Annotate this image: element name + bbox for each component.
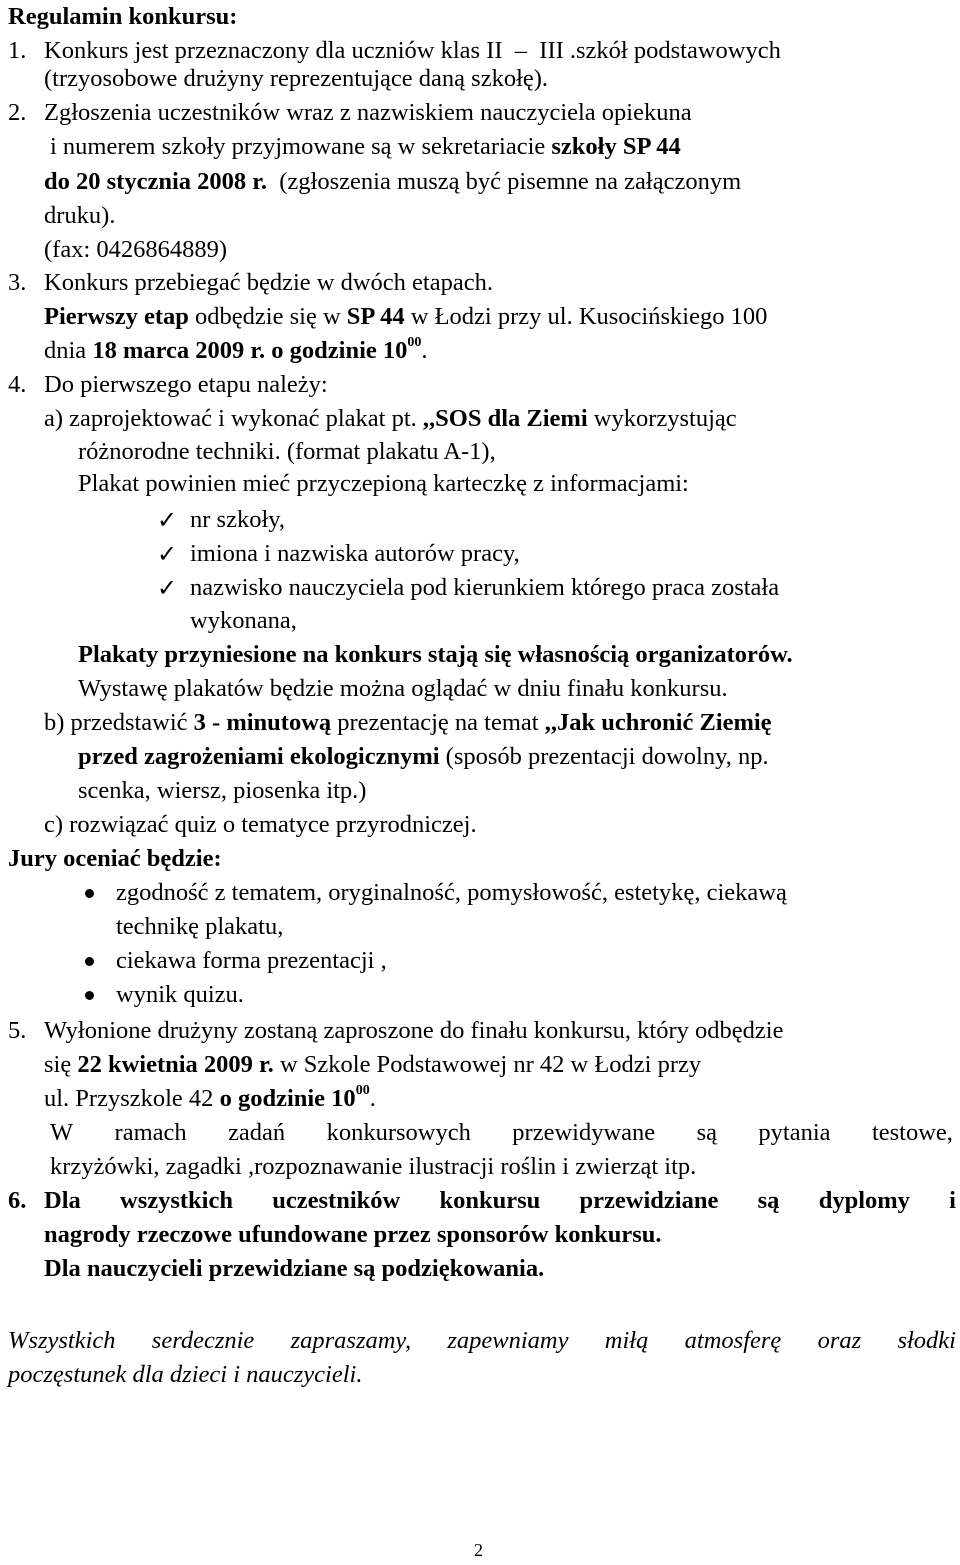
item-4a-exhibition: Wystawę plakatów będzie można oglądać w dniu finału konkursu.	[78, 675, 728, 702]
checkmark-icon: ✓	[157, 506, 178, 534]
item-2-fax: (fax: 0426864889)	[44, 236, 228, 263]
item-5-line-3: ul. Przyszkole 42 o godzinie $10^{00}$.	[44, 1082, 376, 1112]
closing-line-1: Wszystkich serdecznie zapraszamy, zapewniamy miłą atmosferę oraz słodki	[8, 1327, 956, 1354]
item-3-line-3: dnia 18 marca 2009 r. o godzinie $10^{00}$.	[44, 334, 428, 364]
item-3-number: 3.	[8, 269, 27, 296]
item-4b-line-2: przed zagrożeniami ekologicznymi (sposób prezentacji dowolny, np.	[78, 743, 769, 770]
item-4b-line-1: b) przedstawić 3 - minutową prezentację na temat ,,Jak uchronić Ziemię	[44, 709, 772, 736]
item-3-line-2: Pierwszy etap odbędzie się w SP 44 w Łodzi przy ul. Kusocińskiego 100	[44, 303, 768, 330]
item-6-line-2: nagrody rzeczowe ufundowane przez sponsorów konkursu.	[44, 1221, 662, 1248]
item-6-line-1: Dla wszystkich uczestników konkursu przewidziane są dyplomy i	[44, 1187, 956, 1214]
check-item-2: imiona i nazwiska autorów pracy,	[190, 540, 520, 567]
item-4a-line-3: Plakat powinien mieć przyczepioną karteczkę z informacjami:	[78, 470, 689, 497]
item-5-line-4: W ramach zadań konkursowych przewidywane są pytania testowe,	[50, 1119, 953, 1146]
item-2-line-4: druku).	[44, 202, 116, 229]
item-2-line-3: do 20 stycznia 2008 r. (zgłoszenia muszą być pisemne na załączonym	[44, 168, 742, 195]
item-5-line-5: krzyżówki, zagadki ,rozpoznawanie ilustracji roślin i zwierząt itp.	[50, 1153, 697, 1180]
item-1-line-2: (trzyosobowe drużyny reprezentujące daną szkołę).	[44, 65, 549, 92]
jury-item-2: ciekawa forma prezentacji ,	[116, 947, 387, 974]
item-4a-line-2: różnorodne techniki. (format plakatu A-1),	[78, 438, 496, 465]
item-5-line-1: Wyłonione drużyny zostaną zaproszone do finału konkursu, który odbędzie	[44, 1017, 784, 1044]
jury-item-1-cont: technikę plakatu,	[116, 913, 284, 940]
checkmark-icon: ✓	[157, 574, 178, 602]
item-4-number: 4.	[8, 371, 27, 398]
bullet-icon	[85, 991, 94, 1000]
item-5-number: 5.	[8, 1017, 27, 1044]
item-1-line-1: Konkurs jest przeznaczony dla uczniów klas II – III .szkół podstawowych	[44, 37, 781, 64]
closing-line-2: poczęstunek dla dzieci i nauczycieli.	[8, 1361, 363, 1388]
check-item-1: nr szkoły,	[190, 506, 286, 533]
item-2-line-1: Zgłoszenia uczestników wraz z nazwiskiem nauczyciela opiekuna	[44, 99, 692, 126]
jury-heading: Jury oceniać będzie:	[8, 845, 222, 872]
bullet-icon	[85, 889, 94, 898]
item-2-number: 2.	[8, 99, 27, 126]
check-item-3-cont: wykonana,	[190, 607, 297, 634]
page-number: 2	[474, 1540, 483, 1560]
item-4-line-1: Do pierwszego etapu należy:	[44, 371, 328, 398]
item-6-number: 6.	[8, 1187, 27, 1214]
item-4a-line-1: a) zaprojektować i wykonać plakat pt. ,,SOS dla Ziemi wykorzystując	[44, 405, 737, 432]
item-1-number: 1.	[8, 37, 27, 64]
item-3-line-1: Konkurs przebiegać będzie w dwóch etapach.	[44, 269, 493, 296]
page-title: Regulamin konkursu:	[8, 3, 238, 30]
item-4a-bold-note: Plakaty przyniesione na konkurs stają się własnością organizatorów.	[78, 641, 793, 668]
checkmark-icon: ✓	[157, 540, 178, 568]
check-item-3: nazwisko nauczyciela pod kierunkiem którego praca została	[190, 574, 780, 601]
item-6-line-3: Dla nauczycieli przewidziane są podziękowania.	[44, 1255, 545, 1282]
jury-item-1: zgodność z tematem, oryginalność, pomysłowość, estetykę, ciekawą	[116, 879, 787, 906]
item-5-line-2: się 22 kwietnia 2009 r. w Szkole Podstawowej nr 42 w Łodzi przy	[44, 1051, 702, 1078]
bullet-icon	[85, 957, 94, 966]
jury-item-3: wynik quizu.	[116, 981, 244, 1008]
item-2-line-2: i numerem szkoły przyjmowane są w sekretariacie szkoły SP 44	[50, 133, 681, 160]
item-4b-line-3: scenka, wiersz, piosenka itp.)	[78, 777, 367, 804]
item-4c-line-1: c) rozwiązać quiz o tematyce przyrodniczej.	[44, 811, 477, 838]
